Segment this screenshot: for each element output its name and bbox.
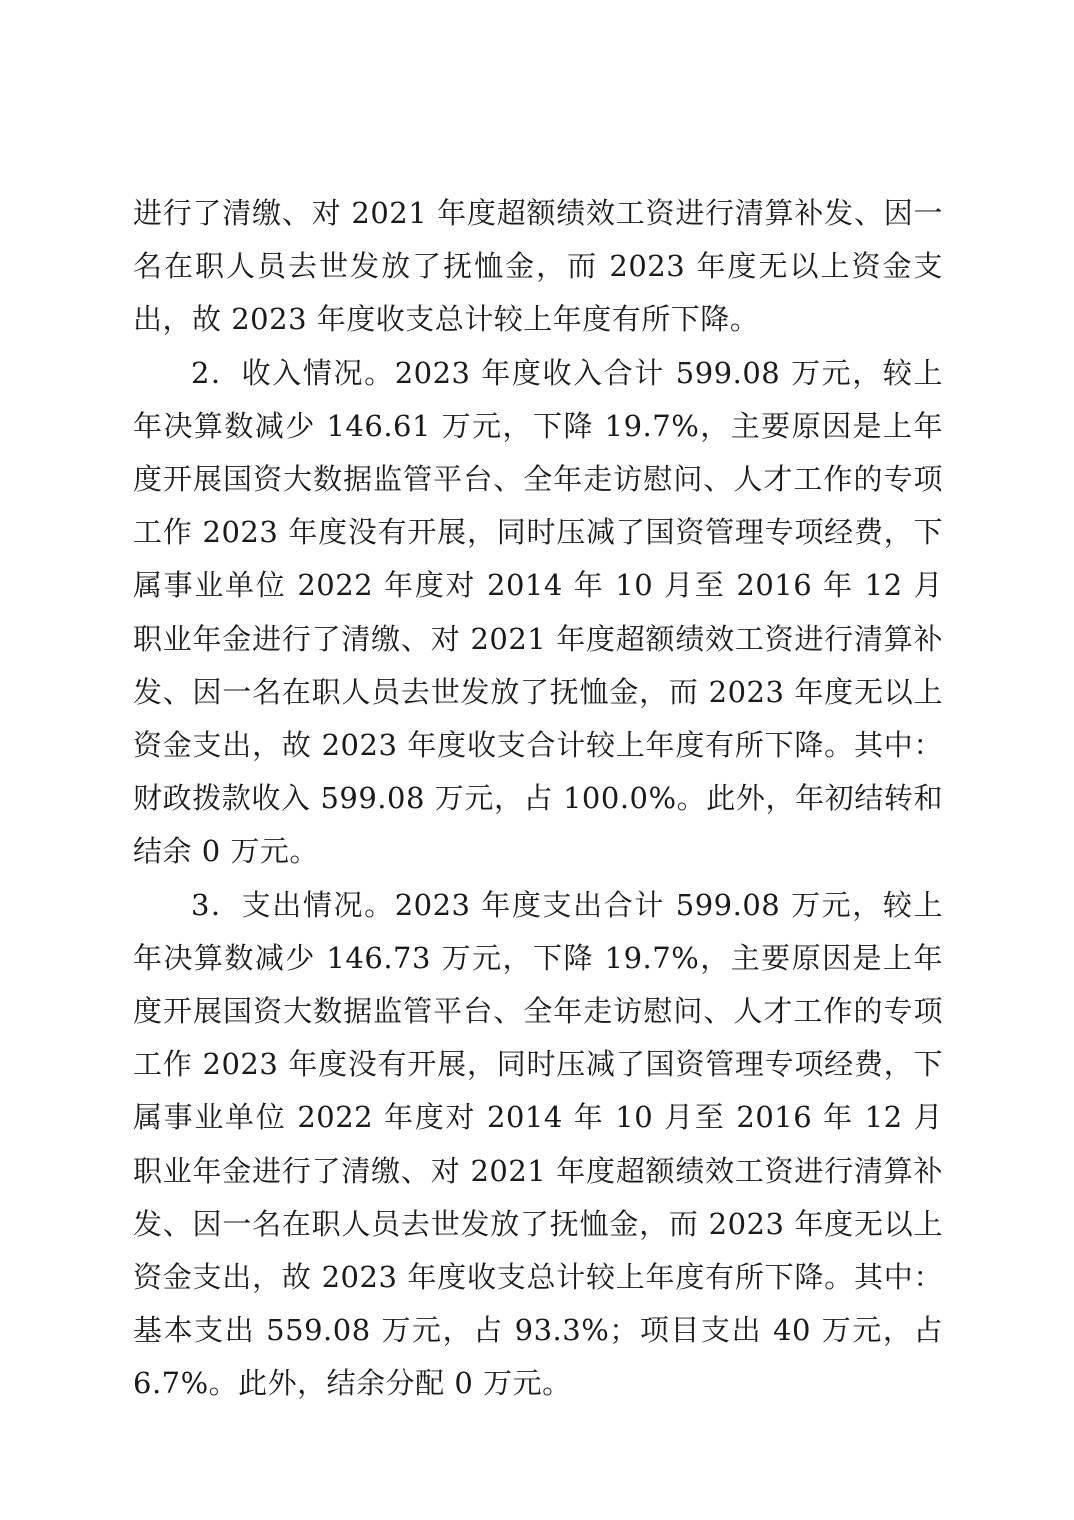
paragraph-continuation: 进行了清缴、对 2021 年度超额绩效工资进行清算补发、因一名在职人员去世发放了抚恤金，而 2023 年度无以上资金支出，故 2023 年度收支总计较上年度有所下降。: [133, 196, 943, 337]
document-page: [133, 187, 943, 1411]
paragraph-income: 2．收入情况。2023 年度收入合计 599.08 万元，较上年决算数减少 146.61 万元，下降 19.7%，主要原因是上年度开展国资大数据监管平台、全年走访慰问、人才工作的专项工作 2023 年度没有开展，同时压减了国资管理专项经费，下属事业单位 2022 年度对 2014 年 10 月至 2016 年 12 月职业年金进行了清缴、对 2021 年度超额绩效工资进行清算补发、因一名在职人员去世发放了抚恤金，而 2023 年度无以上资金支出，故 2023 年度收支合计较上年度有所下降。其中：财政拨款收入 599.08 万元，占 100.0%。此外，年初结转和结余 0 万元。: [133, 355, 943, 869]
paragraph-expenditure: 3．支出情况。2023 年度支出合计 599.08 万元，较上年决算数减少 146.73 万元，下降 19.7%，主要原因是上年度开展国资大数据监管平台、全年走访慰问、人才工作的专项工作 2023 年度没有开展，同时压减了国资管理专项经费，下属事业单位 2022 年度对 2014 年 10 月至 2016 年 12 月职业年金进行了清缴、对 2021 年度超额绩效工资进行清算补发、因一名在职人员去世发放了抚恤金，而 2023 年度无以上资金支出，故 2023 年度收支总计较上年度有所下降。其中：基本支出 559.08 万元，占 93.3%；项目支出 40 万元，占 6.7%。此外，结余分配 0 万元。: [133, 887, 943, 1401]
